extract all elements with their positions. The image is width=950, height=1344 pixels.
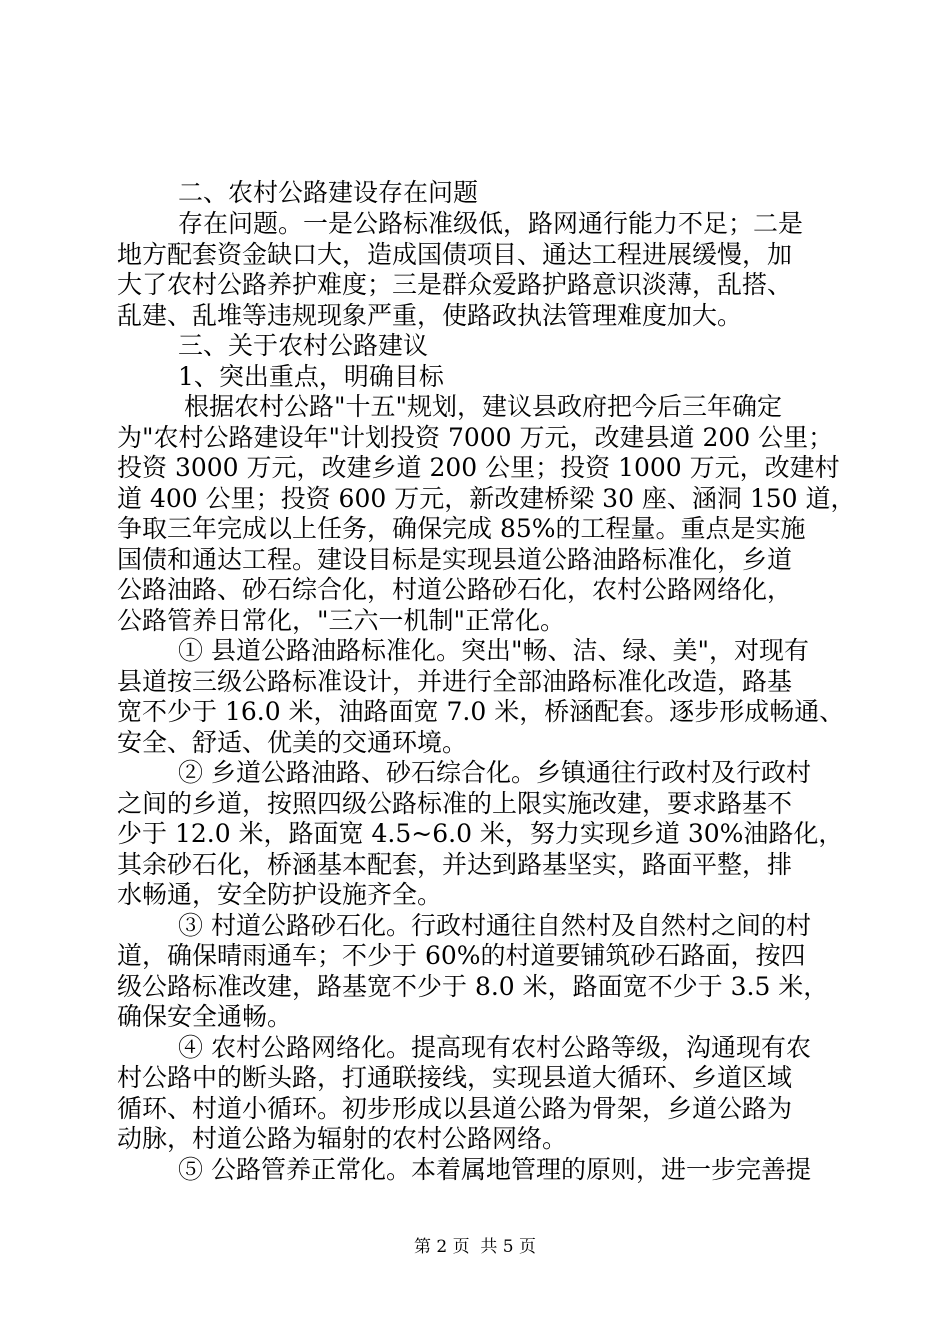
text-line: ⑤ 公路管养正常化。本着属地管理的原则，进一步完善提 (178, 1155, 811, 1184)
text-line: 宽不少于 16.0 米，油路面宽 7.0 米，桥涵配套。逐步形成畅通、 (117, 697, 845, 726)
text-line: 级公路标准改建，路基宽不少于 8.0 米，路面宽不少于 3.5 米， (117, 972, 829, 1001)
text-line: 村公路中的断头路，打通联接线，实现县道大循环、乡道区域 (117, 1063, 793, 1092)
text-line: 1、突出重点，明确目标 (178, 362, 444, 391)
text-line: 确保安全通畅。 (117, 1002, 293, 1031)
text-line: 道，确保晴雨通车；不少于 60%的村道要铺筑砂石路面，按四 (117, 941, 806, 970)
text-line: 其余砂石化，桥涵基本配套，并达到路基坚实，路面平整，排 (117, 850, 793, 879)
text-line: 道 400 公里；投资 600 万元，新改建桥梁 30 座、涵洞 150 道， (117, 484, 856, 513)
text-line: 存在问题。一是公路标准级低，路网通行能力不足；二是 (178, 209, 804, 238)
text-line: 根据农村公路"十五"规划，建议县政府把今后三年确定 (184, 392, 783, 421)
text-line: 公路油路、砂石综合化，村道公路砂石化，农村公路网络化， (117, 575, 793, 604)
text-line: 县道按三级公路标准设计，并进行全部油路标准化改造，路基 (117, 667, 793, 696)
text-line: ② 乡道公路油路、砂石综合化。乡镇通往行政村及行政村 (178, 758, 811, 787)
text-line: 大了农村公路养护难度；三是群众爱路护路意识淡薄，乱搭、 (117, 270, 793, 299)
text-line: 国债和通达工程。建设目标是实现县道公路油路标准化，乡道 (117, 545, 793, 574)
text-line: ③ 村道公路砂石化。行政村通往自然村及自然村之间的村 (178, 911, 811, 940)
text-line: 少于 12.0 米，路面宽 4.5~6.0 米，努力实现乡道 30%油路化， (117, 819, 844, 848)
text-line: ① 县道公路油路标准化。突出"畅、洁、绿、美"，对现有 (178, 636, 809, 665)
text-line: 投资 3000 万元，改建乡道 200 公里；投资 1000 万元，改建村 (117, 453, 840, 482)
text-line: 循环、村道小循环。初步形成以县道公路为骨架，乡道公路为 (117, 1094, 793, 1123)
text-line: 之间的乡道，按照四级公路标准的上限实施改建，要求路基不 (117, 789, 793, 818)
text-line: 公路管养日常化，"三六一机制"正常化。 (117, 606, 565, 635)
text-line: 三、关于农村公路建议 (178, 331, 429, 360)
text-line: 安全、舒适、优美的交通环境。 (117, 728, 468, 757)
page-footer: 第 2 页 共 5 页 (413, 1237, 537, 1257)
text-line: 为"农村公路建设年"计划投资 7000 万元，改建县道 200 公里； (117, 423, 834, 452)
text-line: 二、农村公路建设存在问题 (178, 178, 479, 207)
text-line: 乱建、乱堆等违规现象严重，使路政执法管理难度加大。 (117, 301, 743, 330)
text-line: 水畅通，安全防护设施齐全。 (117, 880, 443, 909)
text-line: 争取三年完成以上任务，确保完成 85%的工程量。重点是实施 (117, 514, 806, 543)
text-line: 动脉，村道公路为辐射的农村公路网络。 (117, 1124, 568, 1153)
text-line: ④ 农村公路网络化。提高现有农村公路等级，沟通现有农 (178, 1033, 811, 1062)
text-line: 地方配套资金缺口大，造成国债项目、通达工程进展缓慢，加 (117, 240, 793, 269)
